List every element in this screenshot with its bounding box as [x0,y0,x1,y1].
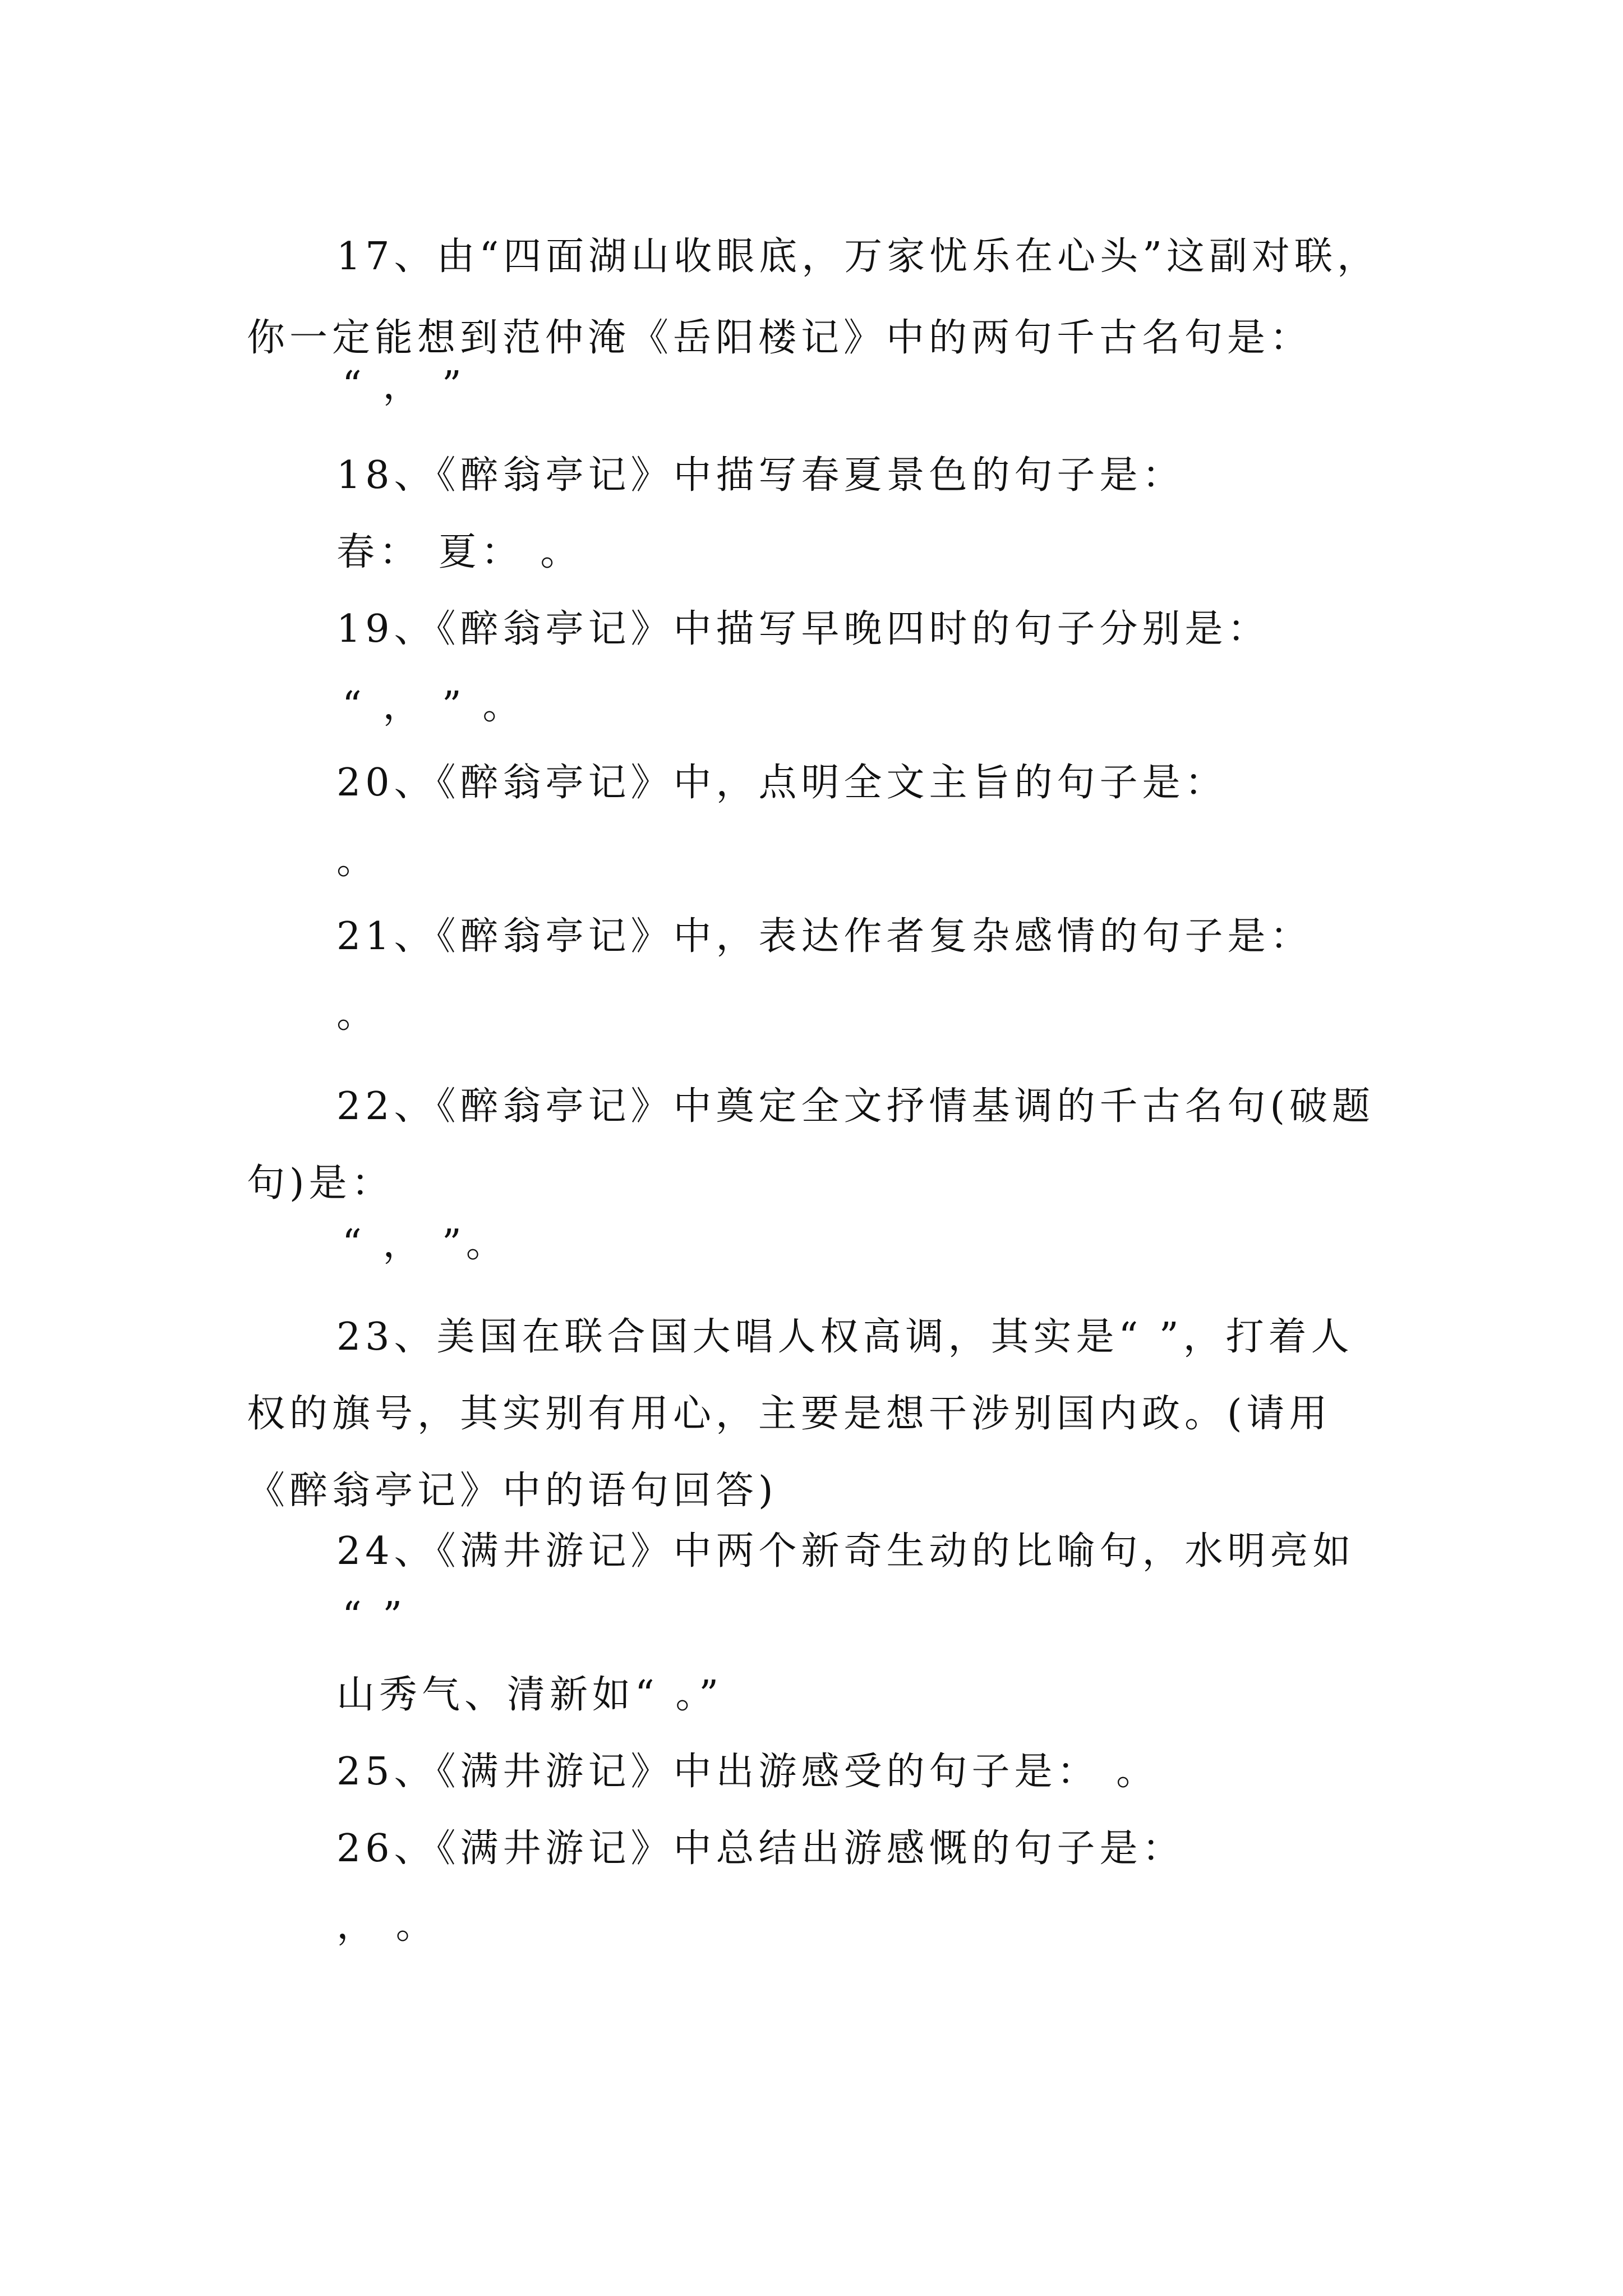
question-21: 21、《醉翁亭记》中，表达作者复杂感情的句子是： [336,914,1313,959]
answer-20: 。 [336,839,380,883]
question-18: 18、《醉翁亭记》中描写春夏景色的句子是： [336,453,1185,498]
answer-24b: 山秀气、清新如“ 。” [336,1673,723,1717]
answer-19: “ ， ” 。 [342,684,525,728]
answer-24a: “ ” [342,1594,407,1639]
question-25: 25、《满井游记》中出游感受的句子是： 。 [336,1750,1159,1794]
answer-22: “ ， ”。 [342,1222,509,1266]
answer-26: ， 。 [336,1903,439,1948]
question-26: 26、《满井游记》中总结出游感慨的句子是： [336,1826,1185,1871]
question-17: 17、由“四面湖山收眼底，万家忧乐在心头”这副对联，你一定能想到范仲淹《岳阳楼记》中的两句千古名句是： [247,234,1380,360]
answer-17: “ ， ” [342,364,466,408]
answer-21: 。 [336,992,380,1037]
answer-18: 春： 夏： 。 [336,530,583,574]
question-23: 23、美国在联合国大唱人权高调，其实是“ ”，打着人权的旗号，其实别有用心，主要是想干涉别国内政。(请用《醉翁亭记》中的语句回答) [247,1315,1354,1513]
question-22: 22、《醉翁亭记》中奠定全文抒情基调的千古名句(破题句)是： [247,1084,1375,1205]
question-24: 24、《满井游记》中两个新奇生动的比喻句，水明亮如 [336,1529,1355,1573]
question-19: 19、《醉翁亭记》中描写早晚四时的句子分别是： [336,607,1270,651]
question-20: 20、《醉翁亭记》中，点明全文主旨的句子是： [336,761,1228,805]
